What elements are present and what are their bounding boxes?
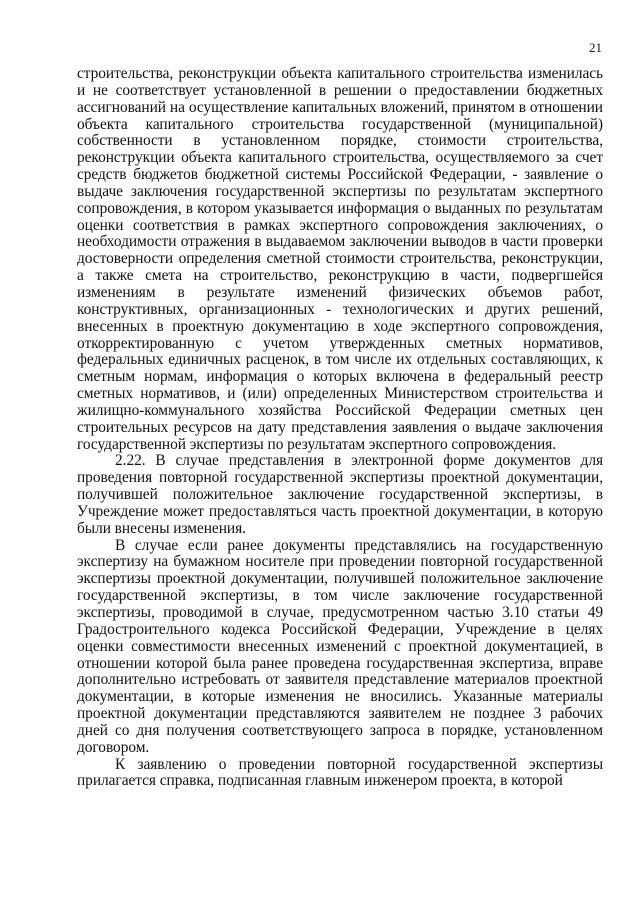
paragraph-continuation: строительства, реконструкции объекта капитального строительства изменилась и не соответствует установленной в решении о предоставлении бюджетных ассигнований на осуществление капитальных вложений, принятом в отношении объекта капитального строительства государственной (муниципальной) собственности в установленном порядке, стоимости строительства, реконструкции объекта капитального строительства, осуществляемого за счет средств бюджетов бюджетной системы Российской Федерации, - заявление о выдаче заключения государственной экспертизы по результатам экспертного сопровождения, в котором указывается информация о выданных по результатам оценки соответствия в рамках экспертного сопровождения заключениях, о необходимости отражения в выдаваемом заключении выводов в части проверки достоверности определения сметной стоимости строительства, реконструкции, а также смета на строительство, реконструкцию в части, подвергшейся изменениям в результате изменений физических объемов работ, конструктивных, организационных - технологических и других решений, внесенных в проектную документацию в ходе экспертного сопровождения, откорректированную с учетом утвержденных сметных нормативов, федеральных единичных расценок, в том числе их отдельных составляющих, к сметным нормам, информация о которых включена в федеральный реестр сметных нормативов, и (или) определенных Министерством строительства и жилищно-коммунального хозяйства Российской Федерации сметных цен строительных ресурсов на дату представления заявления о выдаче заключения государственной экспертизы по результатам экспертного сопровождения. xyxy=(77,65,603,453)
paragraph-certificate: К заявлению о проведении повторной государственной экспертизы прилагается справка, подписанная главным инженером проекта, в которой xyxy=(77,755,603,790)
page-number: 21 xyxy=(589,40,602,55)
document-body xyxy=(77,66,603,790)
paragraph-2-22: 2.22. В случае представления в электронной форме документов для проведения повторной государственной экспертизы проектной документации, получившей положительное заключение государственной экспертизы, в Учреждение может предоставляться часть проектной документации, в которую были внесены изменения. xyxy=(77,452,603,537)
paragraph-paper-documents: В случае если ранее документы представлялись на государственную экспертизу на бумажном носителе при проведении повторной государственной экспертизы проектной документации, получившей положительное заключение государственной экспертизы, в том числе заключение государственной экспертизы, проводимой в случае, предусмотренном частью 3.10 статьи 49 Градостроительного кодекса Российской Федерации, Учреждение в целях оценки совместимости внесенных изменений с проектной документацией, в отношении которой была ранее проведена государственная экспертиза, вправе дополнительно истребовать от заявителя представление материалов проектной документации, в которые изменения не вносились. Указанные материалы проектной документации представляются заявителем не позднее 3 рабочих дней со дня получения соответствующего запроса в порядке, установленном договором. xyxy=(77,536,603,756)
